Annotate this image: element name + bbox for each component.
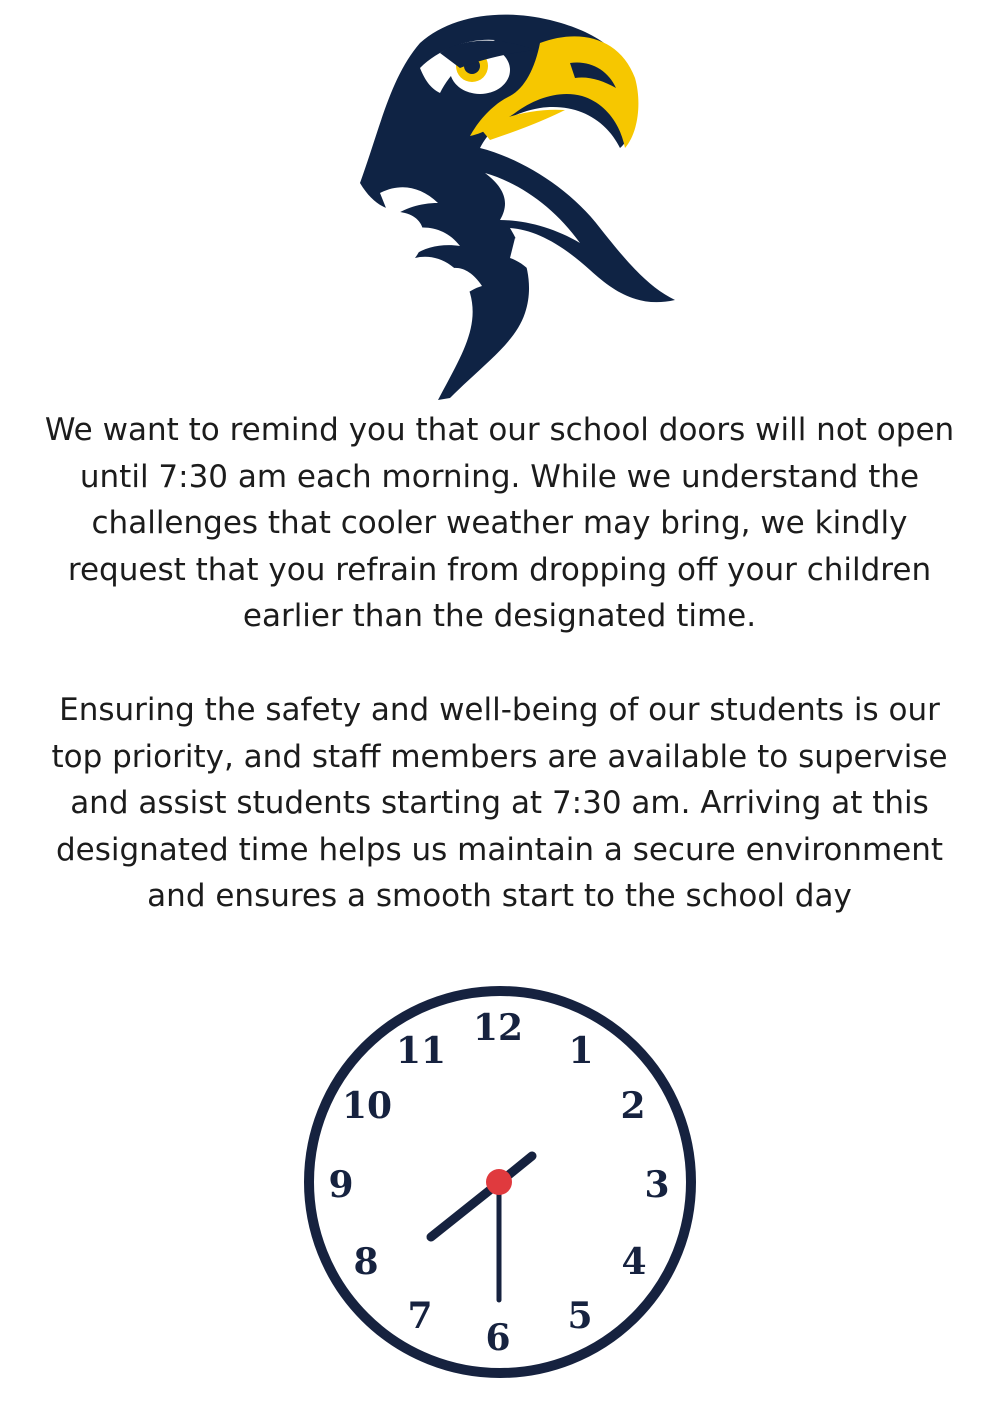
clock-number-2: 2 — [620, 1085, 646, 1127]
clock-number-6: 6 — [485, 1317, 511, 1359]
clock-number-9: 9 — [328, 1164, 354, 1206]
notice-line: and ensures a smooth start to the school day — [147, 878, 852, 914]
notice-paragraph-1 — [0, 407, 999, 640]
notice-paragraph-2 — [0, 687, 999, 920]
analog-clock-icon — [300, 982, 700, 1382]
clock-number-11: 11 — [395, 1030, 447, 1072]
clock-number-8: 8 — [353, 1241, 379, 1283]
notice-line: request that you refrain from dropping off your children — [67, 551, 932, 588]
notice-line: earlier than the designated time. — [242, 598, 757, 634]
clock-number-5: 5 — [567, 1295, 593, 1337]
eagle-head-mascot-icon — [320, 8, 680, 403]
notice-line: and assist students starting at 7:30 am. Arriving at this — [70, 785, 929, 821]
eagle-logo — [320, 8, 680, 403]
notice-line: until 7:30 am each morning. While we understand the — [79, 458, 920, 495]
notice-line: top priority, and staff members are available to supervise — [51, 738, 948, 775]
clock-number-3: 3 — [644, 1164, 670, 1206]
clock-number-7: 7 — [407, 1295, 433, 1337]
clock-number-1: 1 — [568, 1030, 594, 1072]
notice-line: designated time helps us maintain a secure environment — [55, 831, 944, 868]
clock — [300, 982, 700, 1382]
clock-number-12: 12 — [472, 1007, 524, 1049]
clock-number-10: 10 — [341, 1085, 393, 1127]
clock-number-4: 4 — [621, 1241, 647, 1283]
notice-line: We want to remind you that our school doors will not open — [44, 412, 955, 448]
clock-center-dot — [486, 1169, 512, 1195]
notice-line: Ensuring the safety and well-being of our students is our — [59, 692, 940, 728]
notice-line: challenges that cooler weather may bring, we kindly — [91, 505, 908, 541]
